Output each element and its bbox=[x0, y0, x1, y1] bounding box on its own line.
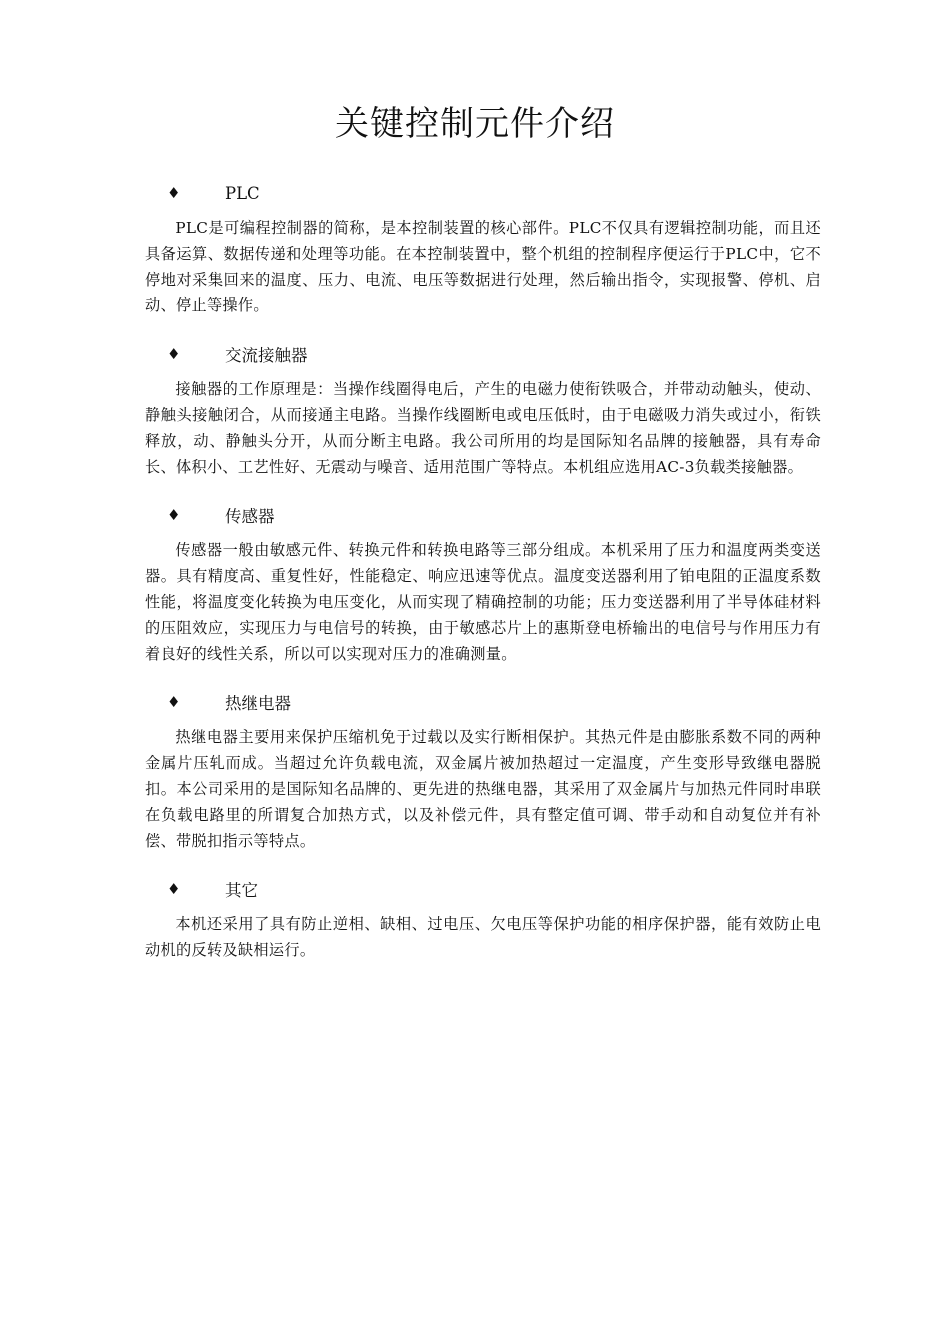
section-paragraph: 接触器的工作原理是：当操作线圈得电后，产生的电磁力使衔铁吸合，并带动动触头，使动、静触头接触闭合，从而接通主电路。当操作线圈断电或电压低时，由于电磁吸力消失或过小，衔铁释放，动、静触头分开，从而分断主电路。我公司所用的均是国际知名品牌的接触器，具有寿命长、体积小、工艺性好、无震动与噪音、适用范围广等特点。本机组应选用AC-3负载类接触器。 bbox=[145, 380, 821, 476]
section-heading-text: 交流接触器 bbox=[225, 346, 308, 366]
section-heading-text: 其它 bbox=[225, 881, 258, 901]
section-heading bbox=[145, 500, 821, 530]
diamond-bullet-icon: ♦ bbox=[167, 693, 181, 712]
diamond-bullet-icon: ♦ bbox=[167, 345, 181, 364]
section-paragraph: 热继电器主要用来保护压缩机免于过载以及实行断相保护。其热元件是由膨胀系数不同的两种金属片压轧而成。当超过允许负载电流，双金属片被加热超过一定温度，产生变形导致继电器脱扣。本公司采用的是国际知名品牌的、更先进的热继电器，其采用了双金属片与加热元件同时串联在负载电路里的所谓复合加热方式，以及补偿元件，具有整定值可调、带手动和自动复位并有补偿、带脱扣指示等特点。 bbox=[145, 728, 821, 850]
page-title: 关键控制元件介绍 bbox=[335, 104, 615, 144]
section-other bbox=[145, 874, 821, 964]
section-heading bbox=[145, 687, 821, 717]
section-heading bbox=[145, 178, 821, 208]
section-thermal-relay bbox=[145, 687, 821, 854]
section-heading-text: 热继电器 bbox=[225, 694, 291, 714]
document-body bbox=[145, 178, 821, 984]
section-ac-contactor bbox=[145, 339, 821, 480]
section-paragraph: PLC是可编程控制器的简称，是本控制装置的核心部件。PLC不仅具有逻辑控制功能，而且还具备运算、数据传递和处理等功能。在本控制装置中，整个机组的控制程序便运行于PLC中，它不停地对采集回来的温度、压力、电流、电压等数据进行处理，然后输出指令，实现报警、停机、启动、停止等操作。 bbox=[145, 219, 821, 315]
section-heading bbox=[145, 339, 821, 369]
section-paragraph: 传感器一般由敏感元件、转换元件和转换电路等三部分组成。本机采用了压力和温度两类变送器。具有精度高、重复性好，性能稳定、响应迅速等优点。温度变送器利用了铂电阻的正温度系数性能，将温度变化转换为电压变化，从而实现了精确控制的功能；压力变送器利用了半导体硅材料的压阻效应，实现压力与电信号的转换，由于敏感芯片上的惠斯登电桥输出的电信号与作用压力有着良好的线性关系，所以可以实现对压力的准确测量。 bbox=[145, 541, 821, 663]
section-heading-text: PLC bbox=[225, 183, 260, 203]
section-heading-text: 传感器 bbox=[225, 507, 275, 527]
diamond-bullet-icon: ♦ bbox=[167, 880, 181, 899]
diamond-bullet-icon: ♦ bbox=[167, 184, 181, 202]
section-paragraph: 本机还采用了具有防止逆相、缺相、过电压、欠电压等保护功能的相序保护器，能有效防止电动机的反转及缺相运行。 bbox=[145, 915, 821, 960]
section-heading bbox=[145, 874, 821, 904]
section-plc bbox=[145, 178, 821, 319]
diamond-bullet-icon: ♦ bbox=[167, 506, 181, 525]
section-sensor bbox=[145, 500, 821, 667]
